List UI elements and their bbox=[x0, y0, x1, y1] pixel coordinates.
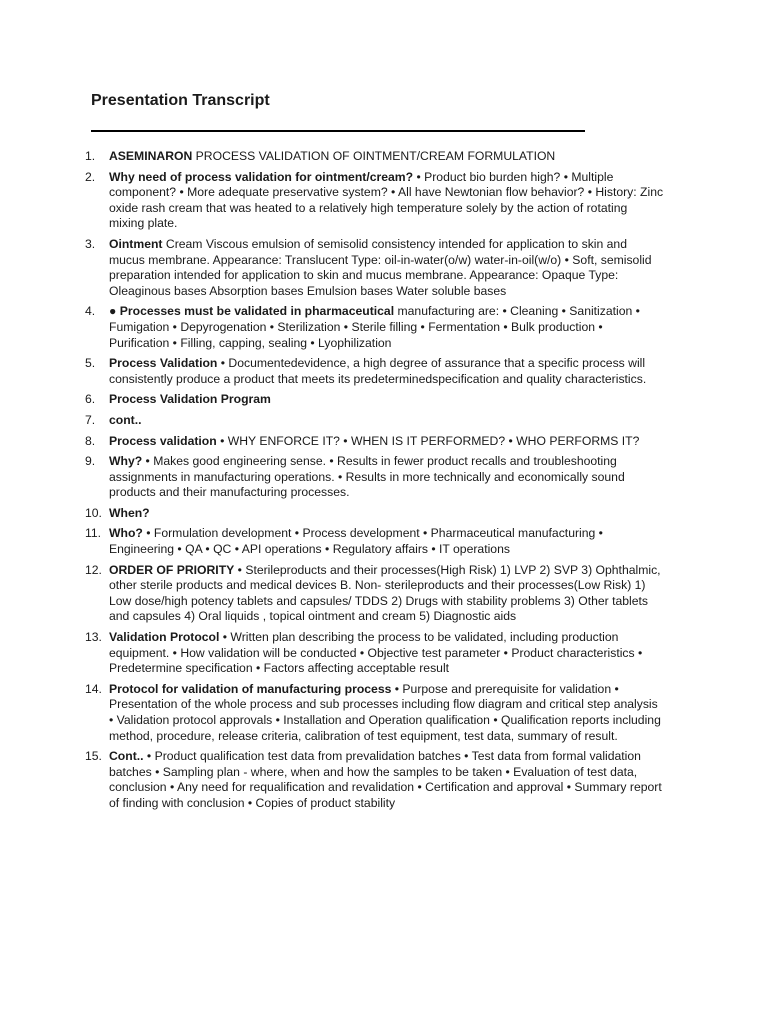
item-heading: Why need of process validation for ointment/cream? bbox=[109, 169, 414, 184]
item-number: 6. bbox=[85, 392, 96, 407]
transcript-item bbox=[85, 149, 665, 165]
item-heading: When? bbox=[109, 505, 150, 520]
transcript-item bbox=[85, 237, 665, 299]
item-heading: ORDER OF PRIORITY bbox=[109, 562, 235, 577]
item-heading: Who? bbox=[109, 526, 143, 541]
page-title: Presentation Transcript bbox=[91, 92, 270, 109]
item-number: 2. bbox=[85, 169, 96, 184]
transcript-item bbox=[85, 749, 665, 811]
item-number: 8. bbox=[85, 433, 96, 448]
transcript-item bbox=[85, 170, 665, 232]
transcript-item bbox=[85, 682, 665, 744]
item-text: manufacturing are: • Cleaning • Sanitization • Fumigation • Depyrogenation • Sterilization • Sterile filling • Fermentation • Bulk production • Purification • Filling, capping, sealing • Lyophilization bbox=[109, 304, 640, 350]
item-heading: cont.. bbox=[109, 412, 142, 427]
item-heading: Protocol for validation of manufacturing process bbox=[109, 681, 392, 696]
item-heading: Process validation bbox=[109, 433, 217, 448]
item-text: PROCESS VALIDATION OF OINTMENT/CREAM FORMULATION bbox=[192, 149, 556, 163]
transcript-item bbox=[85, 413, 665, 429]
item-number: 10. bbox=[85, 505, 102, 520]
item-text: • Formulation development • Process development • Pharmaceutical manufacturing • Engineering • QA • QC • API operations • Regulatory affairs • IT operations bbox=[109, 526, 603, 557]
item-number: 9. bbox=[85, 454, 96, 469]
item-text: • Sterileproducts and their processes(High Risk) 1) LVP 2) SVP 3) Ophthalmic, other sterile products and medical devices B. Non- sterileproducts and their processes(Low Risk) 1) Low dose/high potency tablets and capsules/ TDDS 2) Drugs with stability problems 3) Other tablets and capsules 4) Oral liquids , topical ointment and cream 5) Diagnostic aids bbox=[109, 562, 661, 624]
item-heading: Cont.. bbox=[109, 749, 144, 764]
item-number: 15. bbox=[85, 749, 102, 764]
transcript-item bbox=[85, 434, 665, 450]
item-text: • Documentedevidence, a high degree of assurance that a specific process will consistently produce a product that meets its predeterminedspecification and quality characteristics. bbox=[109, 356, 647, 386]
transcript-item bbox=[85, 506, 665, 522]
item-number: 13. bbox=[85, 630, 102, 645]
item-heading: ● Processes must be validated in pharmaceutical bbox=[109, 304, 395, 319]
item-heading: ASEMINARON bbox=[109, 149, 193, 163]
item-text: • Written plan describing the process to be validated, including production equipment. • How validation will be conducted • Objective test parameter • Product characteristics • Predetermine specification • Factors affecting acceptable result bbox=[109, 630, 643, 676]
item-number: 14. bbox=[85, 681, 102, 696]
item-number: 11. bbox=[85, 526, 102, 541]
transcript-item bbox=[85, 304, 665, 351]
item-number: 12. bbox=[85, 562, 102, 577]
item-text: • Makes good engineering sense. • Results in fewer product recalls and troubleshooting assignments in manufacturing operations. • Results in more technically and economically sound products and their manufacturing processes. bbox=[109, 454, 625, 500]
transcript-item bbox=[85, 356, 665, 387]
transcript-item bbox=[85, 563, 665, 625]
transcript-item bbox=[85, 392, 665, 408]
item-text: • WHY ENFORCE IT? • WHEN IS IT PERFORMED? • WHO PERFORMS IT? bbox=[216, 433, 640, 448]
item-text: • Purpose and prerequisite for validation • Presentation of the whole process and sub processes including flow diagram and critical step analysis • Validation protocol approvals • Installation and Operation qualification • Qualification reports including method, procedure, release criteria, calibration of test equipment, test data, summary of result. bbox=[109, 681, 661, 743]
item-heading: Process Validation bbox=[109, 356, 218, 371]
item-number: 3. bbox=[85, 236, 96, 251]
item-text: Cream Viscous emulsion of semisolid consistency intended for application to skin and mucus membrane. Appearance: Translucent Type: oil-in-water(o/w) water-in-oil(w/o) • Soft, semisolid preparation intended for application to skin and mucus membrane. Appearance: Opaque Type: Oleaginous bases Absorption bases Emulsion bases Water soluble bases bbox=[109, 236, 652, 298]
item-number: 4. bbox=[85, 304, 96, 319]
item-text: • Product qualification test data from prevalidation batches • Test data from formal validation batches • Sampling plan - where, when and how the samples to be taken • Evaluation of test data, conclusion • Any need for requalification and revalidation • Certification and approval • Summary report of finding with conclusion • Copies of product stability bbox=[109, 749, 662, 810]
item-heading: Why? bbox=[109, 454, 143, 469]
item-heading: Process Validation Program bbox=[109, 392, 271, 407]
item-number: 5. bbox=[85, 356, 96, 371]
item-text: • Product bio burden high? • Multiple component? • More adequate preservative system? • All have Newtonian flow behavior? • History: Zinc oxide rash cream that was heated to a relatively high temperature solely by the action of rotating mixing plate. bbox=[109, 169, 664, 231]
item-heading: Ointment bbox=[109, 236, 163, 251]
transcript-item bbox=[85, 526, 665, 557]
transcript-item bbox=[85, 454, 665, 501]
transcript-list bbox=[85, 149, 665, 817]
item-number: 1. bbox=[85, 149, 96, 163]
item-heading: Validation Protocol bbox=[109, 630, 220, 645]
transcript-item bbox=[85, 630, 665, 677]
item-number: 7. bbox=[85, 412, 96, 427]
title-divider bbox=[91, 130, 585, 132]
